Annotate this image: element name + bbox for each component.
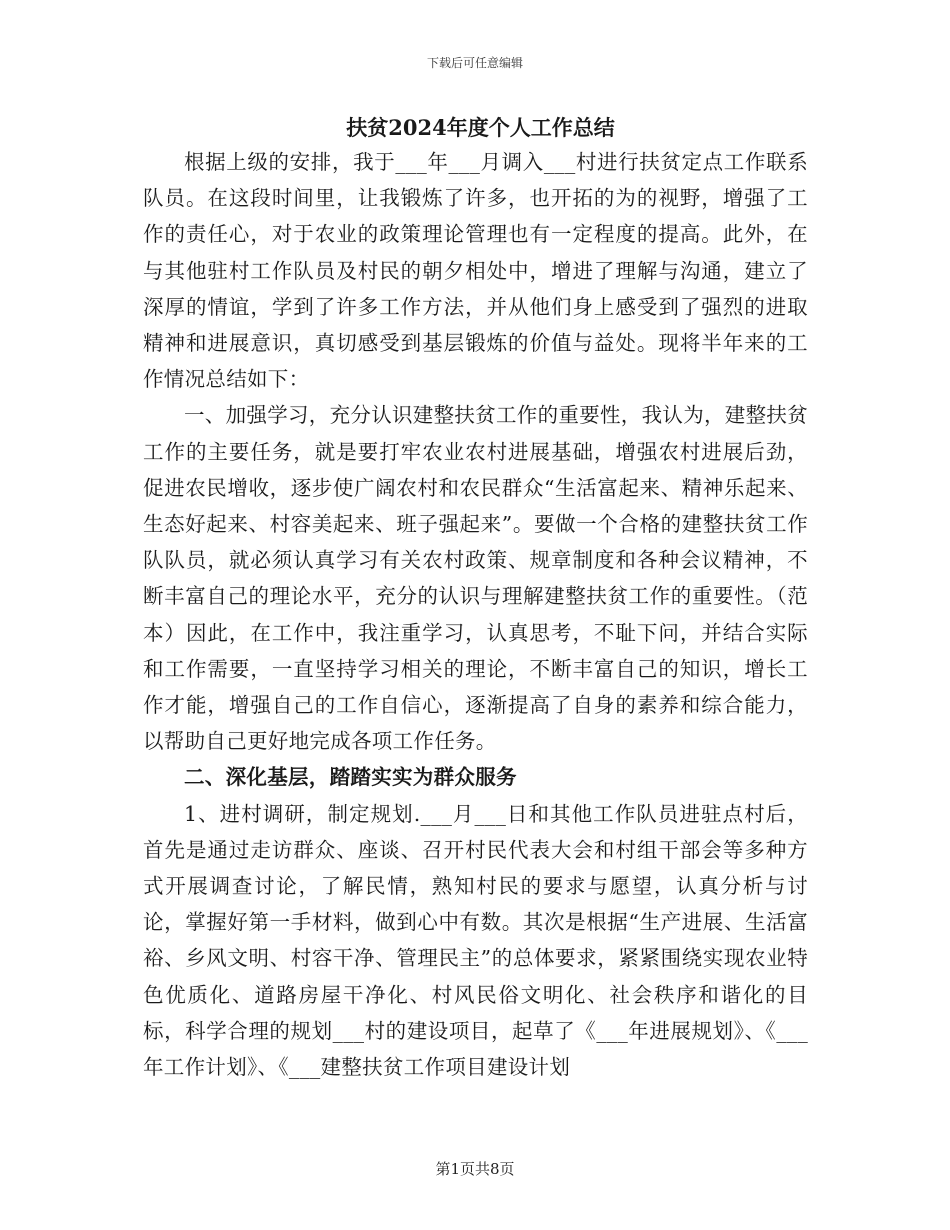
- section-heading: 二、深化基层，踏踏实实为群众服务: [184, 765, 517, 790]
- page-footer: 第1页共8页: [435, 1160, 515, 1178]
- paragraph-intro: 根据上级的安排，我于___年___月调入___村进行扶贫定点工作联系队员。在这段时间里，让我锻炼了许多，也开拓的为的视野，增强了工作的责任心，对于农业的政策理论管理也有一定程度的提高。此外，在与其他驻村工作队员及村民的朝夕相处中，增进了理解与沟通，建立了深厚的情谊，学到了许多工作方法，并从他们身上感受到了强烈的进取精神和进展意识，真切感受到基层锻炼的价值与益处。现将半年来的工作情况总结如下：: [143, 150, 808, 392]
- document-title: 扶贫2024年度个人工作总结: [346, 115, 615, 140]
- document-body: [143, 112, 808, 1085]
- header-note: 下载后可任意编辑: [426, 56, 523, 70]
- paragraph-section-one: 一、加强学习，充分认识建整扶贫工作的重要性，我认为，建整扶贫工作的主要任务，就是要打牢农业农村进展基础，增强农村进展后劲，促进农民增收，逐步使广阔农村和农民群众“生活富起来、精神乐起来、生态好起来、村容美起来、班子强起来”。要做一个合格的建整扶贫工作队队员，就必须认真学习有关农村政策、规章制度和各种会议精神，不断丰富自己的理论水平，充分的认识与理解建整扶贫工作的重要性。（范本）因此，在工作中，我注重学习，认真思考，不耻下问，并结合实际和工作需要，一直坚持学习相关的理论，不断丰富自己的知识，增长工作才能，增强自己的工作自信心，逐渐提高了自身的素养和综合能力，以帮助自己更好地完成各项工作任务。: [143, 403, 808, 754]
- paragraph-research: 1、进村调研，制定规划.___月___日和其他工作队员进驻点村后，首先是通过走访群众、座谈、召开村民代表大会和村组干部会等多种方式开展调查讨论，了解民情，熟知村民的要求与愿望，认真分析与讨论，掌握好第一手材料，做到心中有数。其次是根据“生产进展、生活富裕、乡风文明、村容干净、管理民主”的总体要求，紧紧围绕实现农业特色优质化、道路房屋干净化、村风民俗文明化、社会秩序和谐化的目标，科学合理的规划___村的建设项目，起草了《___年进展规划》、《___年工作计划》、《___建整扶贫工作项目建设计划: [143, 801, 808, 1080]
